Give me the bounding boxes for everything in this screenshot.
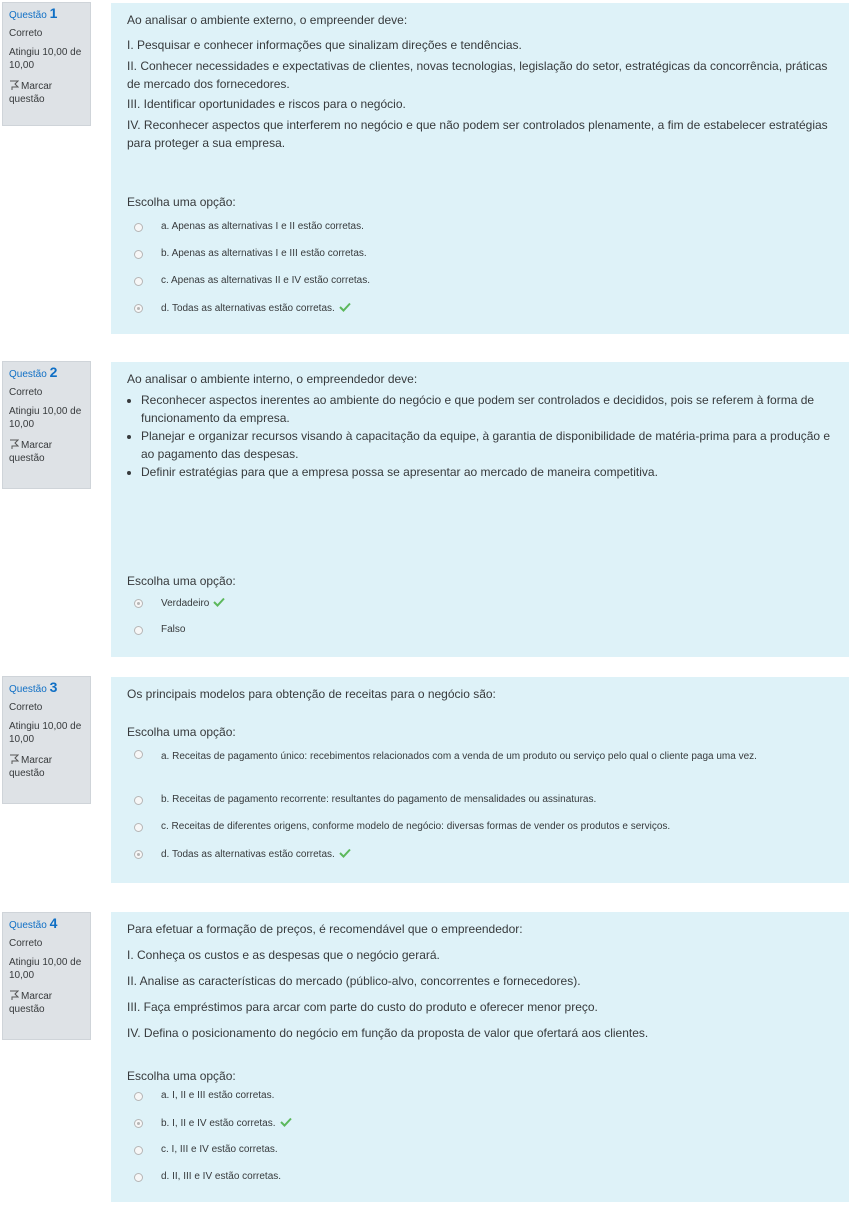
question-grade: Atingiu 10,00 de 10,00 [9,406,82,430]
radio-button[interactable] [134,1173,143,1182]
correct-check-icon [339,848,351,858]
correct-check-icon [339,302,351,312]
question-state: Correto [9,28,43,39]
question-number: Questão 4 [9,915,58,931]
list-item: • Definir estratégias para que a empresa possa se apresentar ao mercado de maneira competitiva. [141,463,833,481]
question-info [2,912,91,1040]
flag-question-link[interactable]: Marcar questão [9,755,53,779]
statement-list [127,391,833,481]
question-grade: Atingiu 10,00 de 10,00 [9,721,82,745]
flag-question-link[interactable]: Marcar questão [9,991,53,1015]
radio-button[interactable] [134,626,143,635]
flag-icon [9,439,19,449]
question-grade: Atingiu 10,00 de 10,00 [9,47,82,71]
question-info [2,361,91,489]
radio-button-checked[interactable] [134,599,143,608]
question-number: Questão 3 [9,679,58,695]
question-text: I. Pesquisar e conhecer informações que sinalizam direções e tendências. [127,38,522,52]
radio-button[interactable] [134,1146,143,1155]
radio-button[interactable] [134,250,143,259]
question-text: Ao analisar o ambiente externo, o empreender deve: [127,13,408,27]
choose-prompt: Escolha uma opção: [127,1069,236,1083]
question-info [2,2,91,126]
flag-question-link[interactable]: Marcar questão [9,81,53,105]
radio-button[interactable] [134,823,143,832]
question-content: Ao analisar o ambiente externo, o empreender deve: I. Pesquisar e conhecer informações que sinalizam direções e tendências. II. Conhecer necessidades e expectativas de clientes, novas tecnologias, legislação do setor, estratégicas da concorrência, práticas de mercado dos fornecedores. III. Identificar oportunidades e riscos para o negócio. IV. Reconhecer aspectos que interferem no negócio e que não podem ser controlados plenamente, a fim de estabelecer estratégias para proteger a sua empresa. Escolha uma opção: a. Apenas as alternativas I e II estão corretas. b. Apenas as alternativas I e III estão corretas. c. Apenas as alternativas II e IV estão corretas. d. Todas as alternativas estão corretas. [111,3,849,334]
radio-button[interactable] [134,796,143,805]
radio-button-checked[interactable] [134,850,143,859]
question-text: III. Faça empréstimos para arcar com parte do custo do produto e oferecer menor preço. [127,1000,598,1014]
choose-prompt: Escolha uma opção: [127,195,236,209]
question-text: I. Conheça os custos e as despesas que o negócio gerará. [127,948,440,962]
question-number: Questão 1 [9,5,58,21]
question-content: Ao analisar o ambiente interno, o empreendedor deve: • Reconhecer aspectos inerentes ao ambiente do negócio e que podem ser controlados e decididos, pois se referem à forma de funcionamento da empresa. • Planejar e organizar recursos visando à capacitação da equipe, à garantia de disponibilidade de matéria-prima para a produção e ao pagamento das despesas. • Definir estratégias para que a empresa possa se apresentar ao mercado de maneira competitiva. Escolha uma opção: Verdadeiro Falso [111,362,849,657]
question-text: Ao analisar o ambiente interno, o empreendedor deve: [127,372,418,386]
question-text: Para efetuar a formação de preços, é recomendável que o empreendedor: [127,922,523,936]
radio-button[interactable] [134,1092,143,1101]
question-state: Correto [9,702,43,713]
correct-check-icon [213,597,225,607]
question-text: II. Analise as características do mercado (público-alvo, concorrentes e fornecedores). [127,974,581,988]
flag-icon [9,990,19,1000]
question-text: IV. Defina o posicionamento do negócio em função da proposta de valor que ofertará aos clientes. [127,1026,649,1040]
question-text: III. Identificar oportunidades e riscos para o negócio. [127,97,406,111]
question-content: Os principais modelos para obtenção de receitas para o negócio são: Escolha uma opção: a. Receitas de pagamento único: recebimentos relacionados com a venda de um produto ou serviço pelo qual o cliente paga uma vez. b. Receitas de pagamento recorrente: resultantes do pagamento de mensalidades ou assinaturas. c. Receitas de diferentes origens, conforme modelo de negócio: diversas formas de vender os produtos e serviços. d. Todas as alternativas estão corretas. [111,677,849,883]
list-item: • Reconhecer aspectos inerentes ao ambiente do negócio e que podem ser controlados e decididos, pois se referem à forma de funcionamento da empresa. [141,391,833,427]
question-text: Os principais modelos para obtenção de receitas para o negócio são: [127,687,496,701]
question-state: Correto [9,387,43,398]
correct-check-icon [280,1117,292,1127]
radio-button[interactable] [134,277,143,286]
flag-question-link[interactable]: Marcar questão [9,440,53,464]
radio-button-checked[interactable] [134,304,143,313]
flag-icon [9,754,19,764]
question-text: IV. Reconhecer aspectos que interferem no negócio e que não podem ser controlados plenamente, a fim de estabelecer estratégias para proteger a sua empresa. [127,118,828,150]
radio-button-checked[interactable] [134,1119,143,1128]
question-text: II. Conhecer necessidades e expectativas de clientes, novas tecnologias, legislação do setor, estratégicas da concorrência, práticas de mercado dos fornecedores. [127,59,828,91]
list-item: • Planejar e organizar recursos visando à capacitação da equipe, à garantia de disponibilidade de matéria-prima para a produção e ao pagamento das despesas. [141,427,833,463]
question-number: Questão 2 [9,364,58,380]
choose-prompt: Escolha uma opção: [127,574,236,588]
radio-button[interactable] [134,223,143,232]
question-grade: Atingiu 10,00 de 10,00 [9,957,82,981]
flag-icon [9,80,19,90]
question-state: Correto [9,938,43,949]
question-content: Para efetuar a formação de preços, é recomendável que o empreendedor: I. Conheça os custos e as despesas que o negócio gerará. II. Analise as características do mercado (público-alvo, concorrentes e fornecedores). III. Faça empréstimos para arcar com parte do custo do produto e oferecer menor preço. IV. Defina o posicionamento do negócio em função da proposta de valor que ofertará aos clientes. Escolha uma opção: a. I, II e III estão corretas. b. I, II e IV estão corretas. c. I, III e IV estão corretas. d. II, III e IV estão corretas. [111,912,849,1202]
choose-prompt: Escolha uma opção: [127,725,236,739]
question-info [2,676,91,804]
radio-button[interactable] [134,750,143,759]
